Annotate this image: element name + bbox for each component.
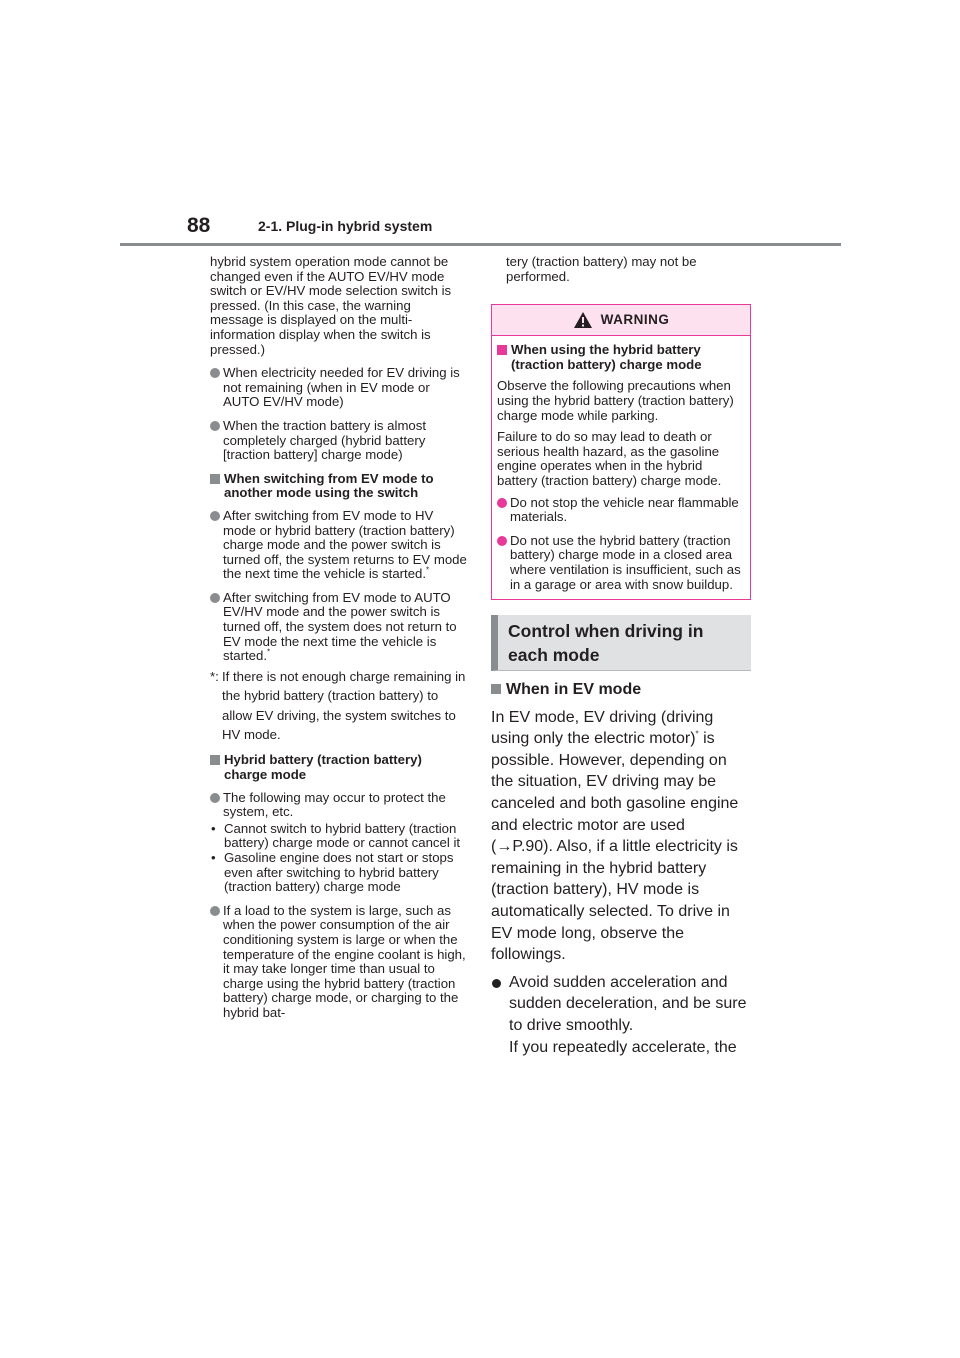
list-item: When the traction battery is almost completely charged (hybrid battery [traction battery] charge mode) — [210, 419, 468, 463]
header-rule — [120, 243, 841, 246]
dash-marker: • — [211, 820, 216, 836]
square-marker-icon — [497, 345, 507, 355]
left-column — [210, 255, 468, 1030]
warning-body — [492, 336, 750, 599]
warning-list-item: Do not stop the vehicle near flammable materials. — [497, 496, 745, 525]
bullet-dot-icon — [210, 793, 220, 803]
intro-paragraph: hybrid system operation mode cannot be changed even if the AUTO EV/HV mode switch or EV/HV mode selection switch is pressed. (In this case, the warning message is displayed on the multi-information display when the switch is pressed.) — [210, 254, 452, 357]
section-title: 2-1. Plug-in hybrid system — [258, 218, 433, 234]
footnote-star: * — [426, 565, 430, 575]
dash-marker: • — [211, 850, 216, 866]
bullet-dot-icon — [210, 368, 220, 378]
bullet-dot-icon — [210, 593, 220, 603]
list-item: Avoid sudden acceleration and sudden deceleration, and be sure to drive smoothly. If you repeatedly accelerate, the — [491, 972, 751, 1058]
warning-box — [491, 304, 751, 600]
square-marker-icon — [210, 474, 220, 484]
footnote: *: If there is not enough charge remaining in the hybrid battery (traction battery) to allow EV driving, the system switches to HV mode. — [210, 668, 466, 743]
sub-list-item: • Cannot switch to hybrid battery (traction battery) charge mode or cannot cancel it — [211, 820, 461, 851]
right-column — [491, 255, 751, 1058]
bullet-dot-icon — [210, 511, 220, 521]
warning-paragraph: Observe the following precautions when using the hybrid battery (traction battery) charge mode while parking. — [497, 378, 734, 423]
arrow-icon: → — [496, 838, 513, 856]
warning-title: WARNING — [600, 311, 670, 327]
page-number: 88 — [187, 214, 211, 237]
subheading-charge-mode: Hybrid battery (traction battery) charge mode — [210, 753, 468, 782]
square-marker-icon — [491, 684, 501, 694]
list-item: After switching from EV mode to HV mode or hybrid battery (traction battery) charge mode and the power switch is turned off, the system returns to EV mode the next time the vehicle is started.* — [210, 509, 468, 582]
continuation-text: tery (traction battery) may not be performed. — [506, 254, 697, 284]
bullet-dot-icon — [497, 536, 507, 546]
warning-list-item: Do not use the hybrid battery (traction battery) charge mode in a closed area where ventilation is insufficient, such as in a garage or area with snow buildup. — [497, 534, 745, 592]
footnote-mark: *: — [210, 668, 219, 684]
list-item: When electricity needed for EV driving is not remaining (when in EV mode or AUTO EV/HV mode) — [210, 366, 468, 410]
list-item: If a load to the system is large, such as when the power consumption of the air conditioning system is large or when the temperature of the engine coolant is high, it may take longer time than usual to charge using the hybrid battery (traction battery) charge mode, or charging to the hybrid bat- — [210, 904, 468, 1021]
topic-heading: Control when driving in each mode — [491, 615, 751, 671]
ev-mode-section — [491, 679, 751, 1058]
square-marker-icon — [210, 755, 220, 765]
ev-mode-heading: When in EV mode — [491, 679, 751, 701]
bullet-dot-icon — [497, 498, 507, 508]
bullet-dot-icon — [210, 421, 220, 431]
subheading-switching: When switching from EV mode to another mode using the switch — [210, 472, 468, 501]
bullet-dot-icon — [492, 979, 501, 988]
footnote-star: * — [266, 647, 271, 657]
warning-triangle-icon — [573, 311, 593, 329]
warning-header — [492, 305, 750, 336]
warning-subheading: When using the hybrid battery (traction battery) charge mode — [497, 343, 745, 372]
footnote-star: * — [695, 729, 699, 739]
ev-mode-paragraph: In EV mode, EV driving (driving using only the electric motor)* is possible. However, depending on the situation, EV driving may be canceled and both gasoline engine and electric motor are used (→P.90). Also, if a little electricity is remaining in the hybrid battery (traction battery), HV mode is automatically selected. To drive in EV mode long, observe the followings. — [491, 708, 739, 964]
bullet-dot-icon — [210, 906, 220, 916]
sub-list-item: • Gasoline engine does not start or stops even after switching to hybrid battery (traction battery) charge mode — [211, 850, 454, 895]
list-item: After switching from EV mode to AUTO EV/HV mode and the power switch is turned off, the system does not return to EV mode the next time the vehicle is started.* — [210, 591, 468, 664]
list-item: The following may occur to protect the system, etc. — [210, 791, 468, 820]
warning-paragraph: Failure to do so may lead to death or serious health hazard, as the gasoline engine operates when in the hybrid battery (traction battery) charge mode. — [497, 429, 722, 488]
